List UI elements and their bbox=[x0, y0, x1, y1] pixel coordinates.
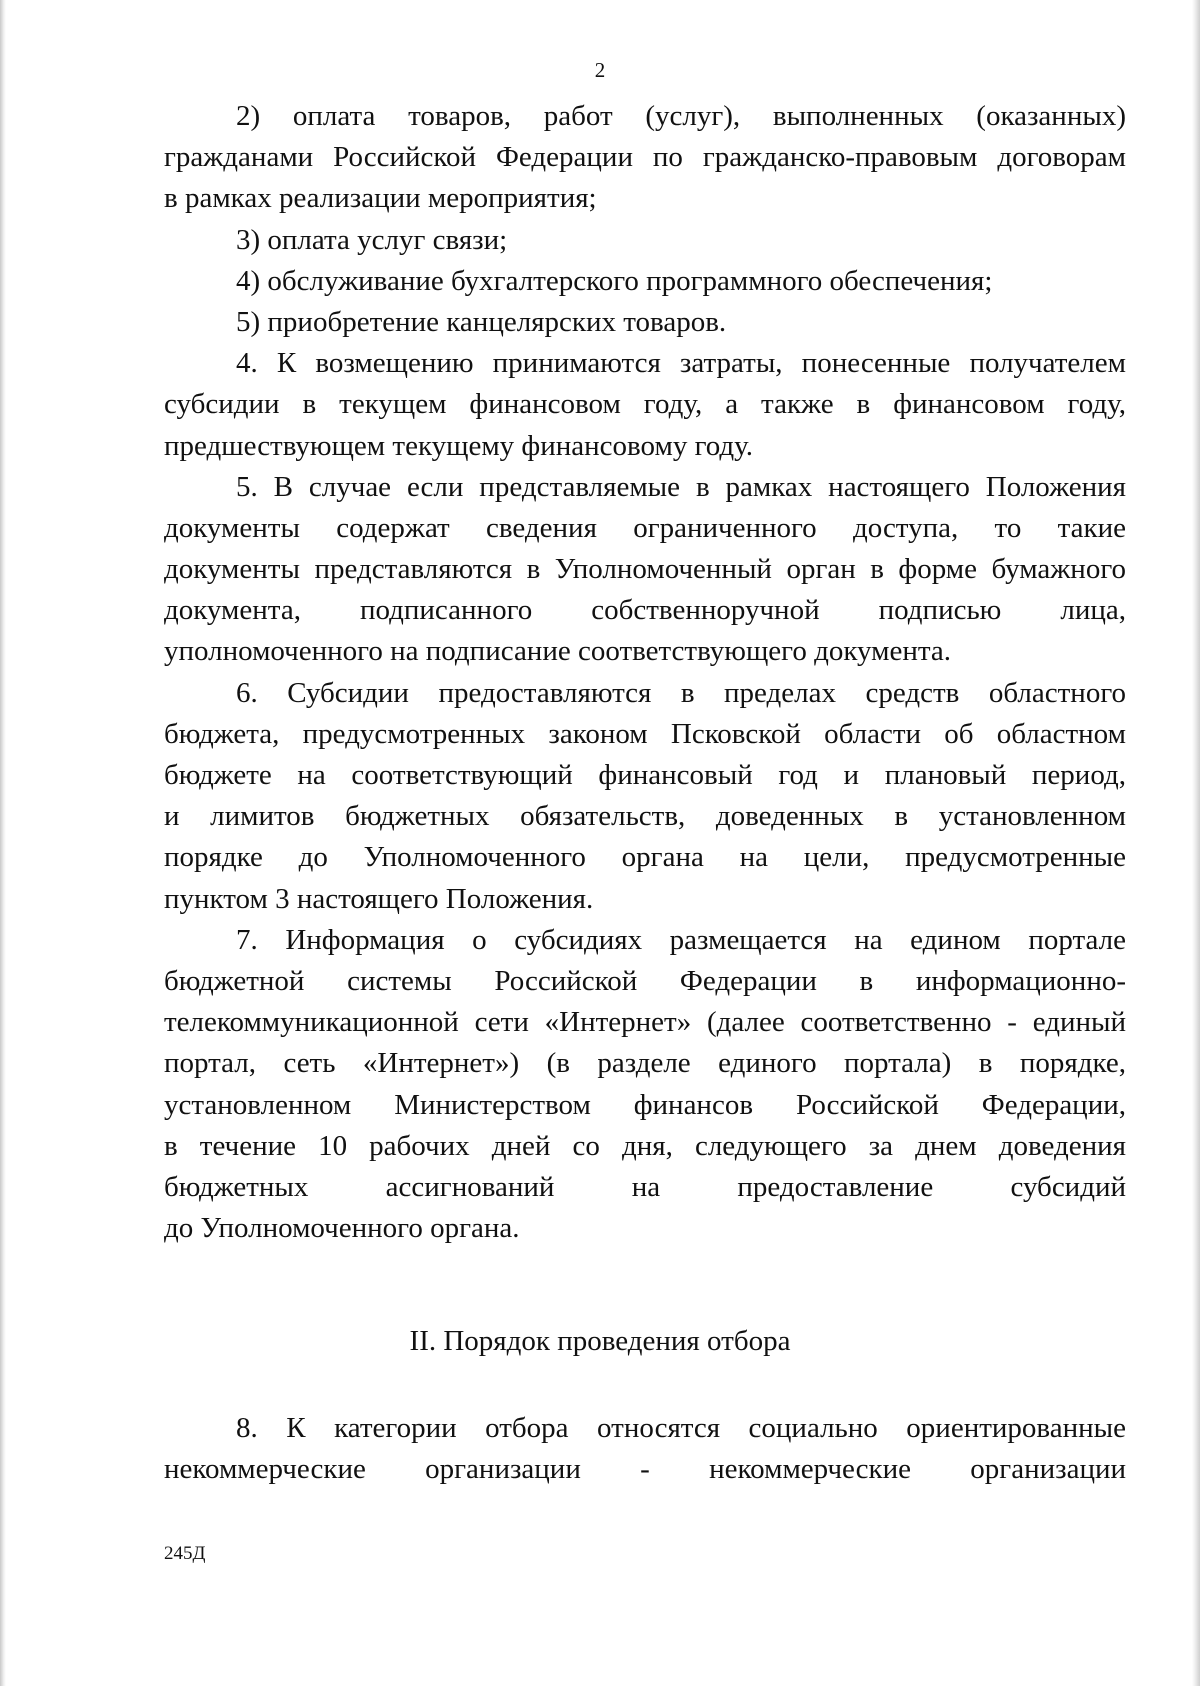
text-line: документы представляются в Уполномоченный орган в форме бумажного bbox=[164, 553, 1126, 586]
text-line: бюджетной системы Российской Федерации в информационно- bbox=[164, 964, 1126, 997]
text-line: 4) обслуживание бухгалтерского программного обеспечения; bbox=[236, 264, 993, 297]
text-line: документа, подписанного собственноручной подписью лица, bbox=[164, 594, 1126, 627]
text-line: 7. Информация о субсидиях размещается на едином портале bbox=[236, 923, 1126, 956]
document-code: 245Д bbox=[164, 1543, 206, 1564]
text-line: 5. В случае если представляемые в рамках настоящего Положения bbox=[236, 470, 1126, 503]
text-line: уполномоченного на подписание соответствующего документа. bbox=[164, 635, 952, 668]
scan-edge-left bbox=[0, 0, 6, 1686]
text-line: предшествующем текущему финансовому году. bbox=[164, 429, 754, 462]
text-line: и лимитов бюджетных обязательств, доведенных в установленном bbox=[164, 800, 1126, 833]
text-line: порядке до Уполномоченного органа на цели, предусмотренные bbox=[164, 841, 1126, 874]
text-line: до Уполномоченного органа. bbox=[164, 1212, 520, 1245]
text-line: 6. Субсидии предоставляются в пределах средств областного bbox=[236, 676, 1126, 709]
text-line: 5) приобретение канцелярских товаров. bbox=[236, 305, 727, 338]
text-line: субсидии в текущем финансовом году, а также в финансовом году, bbox=[164, 388, 1126, 421]
text-line: гражданами Российской Федерации по гражданско-правовым договорам bbox=[164, 141, 1126, 174]
text-line: установленном Министерством финансов Российской Федерации, bbox=[164, 1088, 1126, 1121]
text-line: бюджета, предусмотренных законом Псковской области об областном bbox=[164, 717, 1126, 750]
section-heading: II. Порядок проведения отбора bbox=[409, 1325, 791, 1357]
text-line: некоммерческие организации - некоммерческие организации bbox=[164, 1453, 1126, 1486]
page-number: 2 bbox=[594, 58, 606, 82]
text-line: 3) оплата услуг связи; bbox=[236, 223, 508, 256]
text-line: бюджете на соответствующий финансовый год и плановый период, bbox=[164, 759, 1126, 791]
text-line: документы содержат сведения ограниченного доступа, то такие bbox=[164, 511, 1126, 544]
text-line: телекоммуникационной сети «Интернет» (далее соответственно - единый bbox=[164, 1006, 1126, 1039]
text-line: портал, сеть «Интернет») (в разделе единого портала) в порядке, bbox=[164, 1047, 1126, 1080]
text-line: пунктом 3 настоящего Положения. bbox=[164, 882, 594, 915]
text-line: в рамках реализации мероприятия; bbox=[164, 182, 597, 215]
scan-edge-right bbox=[1192, 0, 1200, 1686]
text-line: бюджетных ассигнований на предоставление субсидий bbox=[164, 1170, 1126, 1203]
body-text-block-2 bbox=[164, 1408, 1126, 1490]
body-text-block-1 bbox=[164, 96, 1126, 1249]
text-line: 2) оплата товаров, работ (услуг), выполненных (оказанных) bbox=[236, 100, 1126, 132]
text-line: 4. К возмещению принимаются затраты, понесенные получателем bbox=[236, 347, 1126, 380]
text-line: в течение 10 рабочих дней со дня, следующего за днем доведения bbox=[164, 1129, 1126, 1162]
text-line: 8. К категории отбора относятся социально ориентированные bbox=[236, 1412, 1126, 1444]
